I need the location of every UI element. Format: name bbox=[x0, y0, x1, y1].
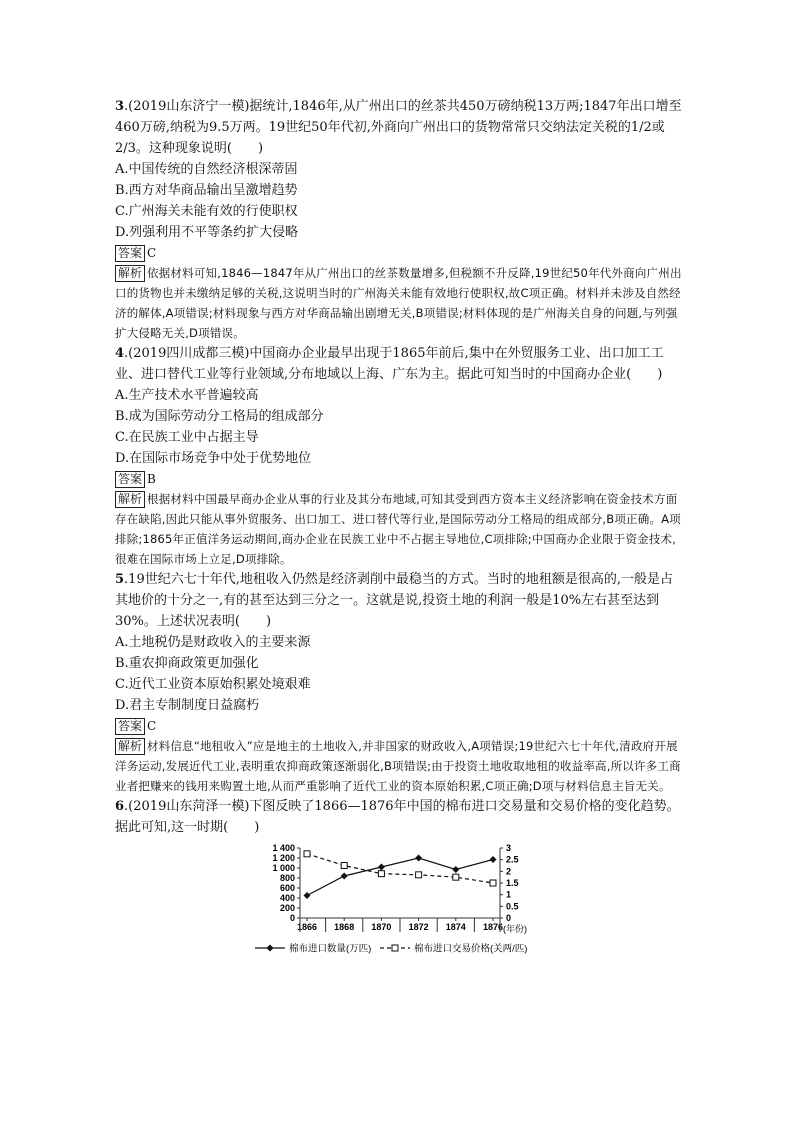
series-line bbox=[307, 854, 493, 883]
question-number: 3 bbox=[115, 99, 125, 114]
data-point-diamond bbox=[304, 892, 311, 899]
answer-row bbox=[115, 469, 685, 489]
answer-option: C.在民族工业中占据主导 bbox=[115, 430, 259, 445]
data-point-diamond bbox=[341, 873, 348, 880]
right-tick-label: 2 bbox=[506, 866, 512, 877]
legend-label: 棉布进口数量(万匹) bbox=[289, 943, 372, 955]
x-tick-label: 1876 bbox=[482, 922, 504, 932]
answer-option: A.生产技术水平普遍较高 bbox=[115, 388, 259, 403]
x-tick-label: 1868 bbox=[334, 922, 355, 932]
left-tick-label: 800 bbox=[279, 873, 295, 883]
answer-label: 答案 bbox=[115, 718, 145, 735]
question-text: .(2019四川成都三模)中国商办企业最早出现于1865年前后,集中在外贸服务工业、出口加工工业、进口替代工业等行业领域,分布地域以上海、广东为主。据此可知当时的中国商办企业( ) bbox=[115, 346, 664, 382]
answer-option: B.重农抑商政策更加强化 bbox=[115, 656, 259, 671]
data-point-diamond bbox=[378, 864, 385, 871]
right-tick-label: 1.5 bbox=[506, 878, 519, 888]
document-body bbox=[115, 96, 685, 977]
question-block bbox=[115, 96, 685, 343]
analysis-text: 依据材料可知,1846—1847年从广州出口的丝茶数量增多,但税额不升反降,19世纪50年代外商向广州出口的货物也并未缴纳足够的关税,这说明当时的广州海关未能有效地行使职权,故C项正确。材料并未涉及自然经济的解体,A项错误;材料现象与西方对华商品输出剧增无关,B项错误;材料体现的是广州海关自身的问题,与列强扩大侵略无关,D项错误。 bbox=[115, 266, 682, 340]
line-chart bbox=[115, 842, 685, 977]
answer-label: 答案 bbox=[115, 471, 145, 488]
x-unit-label: (年份) bbox=[503, 924, 527, 934]
analysis-label: 解析 bbox=[115, 738, 145, 755]
answer-option: C.广州海关未能有效的行使职权 bbox=[115, 204, 298, 219]
question-stem bbox=[115, 96, 685, 159]
question-stem bbox=[115, 343, 685, 385]
data-point-square bbox=[378, 871, 384, 877]
question-number: 5 bbox=[115, 572, 125, 587]
question-text: .(2019山东菏泽一模)下图反映了1866—1876年中国的棉布进口交易量和交易价格的变化趋势。据此可知,这一时期( ) bbox=[115, 799, 680, 835]
left-tick-label: 1 200 bbox=[272, 853, 295, 863]
analysis-text: 材料信息“地租收入”应是地主的土地收入,并非国家的财政收入,A项错误;19世纪六七十年代,清政府开展洋务运动,发展近代工业,表明重农抑商政策逐渐弱化,B项错误;由于投资土地收取地租的收益率高,所以许多工商业者把赚来的钱用来购置土地,从而严重影响了近代工业的资本原始积累,C项正确;D项与材料信息主旨无关。 bbox=[115, 739, 681, 793]
x-tick-label: 1866 bbox=[296, 922, 318, 932]
x-tick-label: 1874 bbox=[445, 922, 466, 932]
left-tick-label: 200 bbox=[279, 903, 295, 913]
right-tick-label: 1 bbox=[506, 889, 512, 900]
data-point-square bbox=[304, 851, 310, 857]
answer-option: D.列强利用不平等条约扩大侵略 bbox=[115, 225, 299, 240]
answer-option: C.近代工业资本原始积累处境艰难 bbox=[115, 677, 311, 692]
answer-label: 答案 bbox=[115, 245, 145, 262]
question-list bbox=[115, 96, 685, 838]
analysis-label: 解析 bbox=[115, 491, 145, 508]
answer-option: A.土地税仍是财政收入的主要来源 bbox=[115, 635, 311, 650]
analysis-row bbox=[115, 489, 685, 569]
x-tick-label: 1870 bbox=[371, 922, 392, 932]
answer-value: C bbox=[147, 246, 157, 260]
analysis-row bbox=[115, 263, 685, 343]
question-number: 4 bbox=[115, 346, 125, 361]
data-point-diamond bbox=[452, 866, 459, 873]
right-tick-label: 3 bbox=[506, 843, 512, 853]
answer-option: D.在国际市场竞争中处于优势地位 bbox=[115, 451, 312, 466]
answer-value: B bbox=[147, 472, 156, 486]
question-block bbox=[115, 569, 685, 796]
data-point-square bbox=[453, 874, 459, 880]
question-stem bbox=[115, 796, 685, 838]
analysis-label: 解析 bbox=[115, 265, 145, 282]
question-text: .(2019山东济宁一模)据统计,1846年,从广州出口的丝茶共450万磅纳税13万两;1847年出口增至460万磅,纳税为9.5万两。19世纪50年代初,外商向广州出口的货物常常只交纳法定关税的1/2或2/3。这种现象说明( ) bbox=[115, 99, 682, 156]
data-point-square bbox=[416, 872, 422, 878]
right-tick-label: 0.5 bbox=[506, 901, 519, 912]
answer-value: C bbox=[147, 719, 157, 733]
left-tick-label: 600 bbox=[279, 883, 295, 893]
data-point-square bbox=[490, 880, 496, 886]
question-block bbox=[115, 343, 685, 569]
answer-row bbox=[115, 243, 685, 263]
data-point-square bbox=[341, 863, 347, 869]
left-tick-label: 1 400 bbox=[272, 843, 295, 853]
legend-marker-diamond bbox=[267, 945, 274, 952]
question-text: .19世纪六七十年代,地租收入仍然是经济剥削中最稳当的方式。当时的地租额是很高的,一般是占其地价的十分之一,有的甚至达到三分之一。这就是说,投资土地的利润一般是10%左右甚至达到30%。上述状况表明( ) bbox=[115, 572, 673, 629]
x-tick-label: 1872 bbox=[408, 922, 429, 932]
left-tick-label: 400 bbox=[279, 893, 295, 903]
analysis-text: 根据材料中国最早商办企业从事的行业及其分布地域,可知其受到西方资本主义经济影响在资金技术方面存在缺陷,因此只能从事外贸服务、出口加工、进口替代等行业,是国际劳动分工格局的组成部分,B项正确。A项排除;1865年正值洋务运动期间,商办企业在民族工业中不占据主导地位,C项排除;中国商办企业限于资金技术,很难在国际市场上立足,D项排除。 bbox=[115, 492, 681, 566]
right-tick-label: 2.5 bbox=[506, 854, 519, 865]
left-tick-label: 0 bbox=[289, 913, 295, 923]
question-block bbox=[115, 796, 685, 838]
legend-marker-square bbox=[392, 945, 398, 951]
answer-option: A.中国传统的自然经济根深蒂固 bbox=[115, 162, 298, 177]
data-point-diamond bbox=[490, 856, 497, 863]
analysis-row bbox=[115, 736, 685, 796]
question-number: 6 bbox=[115, 799, 125, 814]
answer-row bbox=[115, 716, 685, 736]
right-tick-label: 0 bbox=[506, 913, 512, 923]
chart-container bbox=[115, 842, 685, 977]
answer-option: B.成为国际劳动分工格局的组成部分 bbox=[115, 409, 324, 424]
answer-option: B.西方对华商品输出呈激增趋势 bbox=[115, 183, 298, 198]
left-tick-label: 1 000 bbox=[272, 863, 295, 873]
answer-option: D.君主专制制度日益腐朽 bbox=[115, 698, 260, 713]
question-stem bbox=[115, 569, 685, 632]
data-point-diamond bbox=[415, 855, 422, 862]
legend-label: 棉布进口交易价格(关两/匹) bbox=[414, 943, 528, 955]
series-line bbox=[307, 858, 493, 896]
